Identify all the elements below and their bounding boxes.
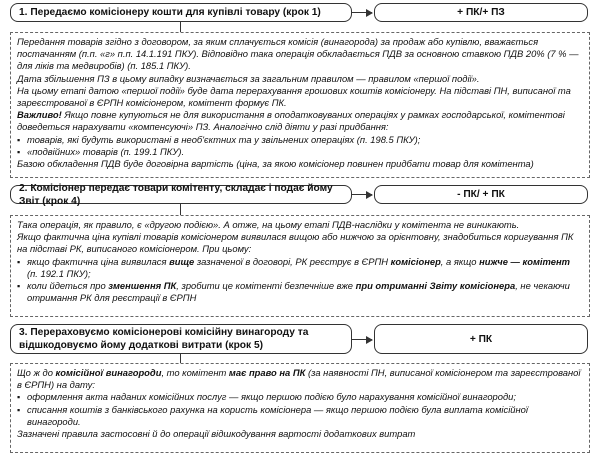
step2-bullet-1-text-c: зазначеної в договорі, РК реєструє в ЄРПН	[194, 255, 391, 267]
step2-bullet-2-text-a: коли йдеться про	[27, 280, 109, 292]
step3-para-1-bold-right: має право на ПК	[228, 367, 306, 378]
step3-para-1	[17, 367, 583, 391]
step3-arrow	[352, 339, 372, 340]
step1-para-2: Дата збільшення ПЗ в цьому випадку визначається за загальним правилом — правилом «першої події».	[17, 72, 480, 84]
step1-result: + ПК/+ ПЗ	[457, 7, 505, 18]
step2-bullet-1-text-e: , а якщо	[440, 255, 480, 267]
step2-connector	[180, 204, 181, 215]
step1-para-3: На цьому етапі датою «першої події» буде дата перерахування грошових коштів комісіонеру. На підставі ПН, виписаної та зареєстрованої в ЄРПН комісіонером, комітент формує ПК.	[17, 84, 571, 109]
step2-bullet-2-text-c: , зробити це комітенті безпечніше вже	[176, 280, 356, 292]
step1-bullet-1: ▪ товарів, які будуть використані в необ'єктних та у звільнених операціях (п. 198.5 ПКУ);	[17, 134, 583, 146]
step1-para-1: Передання товарів згідно з договором, за яким сплачується комісія (винагорода) за продаж або купівлю, вважається постачанням (п.п. «г» п.п. 14.1.191 ПКУ). Відповідно така операція обкладається ПДВ за основною ставкою ПДВ 20% (7 % — для ліків та медвиробів) (п. 185.1 ПКУ).	[17, 36, 579, 72]
step2-details	[10, 215, 590, 317]
step2-title: 2. Комісіонер передає товари комітенту, складає і подає йому Звіт (крок 4)	[19, 182, 333, 207]
step1-para-5: Базою обкладення ПДВ буде договірна вартість (ціна, за якою комісіонер повинен придбати товар для комітента)	[17, 158, 534, 170]
important-label: Важливо!	[17, 109, 62, 121]
step2-bullet-2-bold-report: при отриманні Звіту комісіонера	[355, 280, 516, 292]
step1-result-box	[374, 3, 588, 22]
step3-result-box	[374, 324, 588, 354]
step2-para-2: Якщо фактична ціна купівлі товарів комісіонером виявилася вищою або нижчою за орієнтовну, знадобиться коригування ПК на підставі РК, виписаного комісіонером. При цьому:	[17, 231, 574, 255]
step1-title-box	[10, 3, 352, 22]
step2-bullet-1-bold-lower: нижче — комітент	[479, 255, 570, 267]
step3-details	[10, 363, 590, 453]
step3-para-1-text-c: , то комітент	[161, 367, 229, 378]
step1-para-4-text: Якщо повне купуються не для використання в оподатковуваних операціях у рамках господарської, комітентові доведеться нарахувати «компенсуючі» ПЗ. Аналогічно слід діяти у разі придбання:	[17, 109, 565, 133]
step3-para-1-text-e: (за наявності ПН, виписаної комісіонером та зареєстрованої в ЄРПН) на дату:	[17, 367, 581, 391]
step2-arrow	[352, 194, 372, 195]
step2-para-1: Така операція, як правило, є «другою подією». А отже, на цьому етапі ПДВ-наслідки у комітента не виникають.	[17, 219, 520, 230]
step2-bullet-1-text-g: (п. 192.1 ПКУ);	[27, 267, 91, 279]
step1-para-4	[17, 109, 583, 133]
step1-bullet-2: ▪ «подвійних» товарів (п. 199.1 ПКУ).	[17, 146, 583, 158]
step3-connector	[180, 354, 181, 363]
step3-title-box	[10, 324, 352, 354]
step2-bullet-2	[17, 280, 583, 304]
step1-arrow	[352, 12, 372, 13]
step2-bullet-1-text-a: якщо фактична ціна виявилася	[27, 255, 170, 267]
step2-bullet-1-bold-higher: вище	[169, 255, 195, 267]
step3-result: + ПК	[469, 333, 493, 345]
step1-connector	[180, 22, 181, 32]
step2-bullet-2-bold-decrease: зменшення ПК	[108, 280, 177, 292]
step3-bullet-2: ▪ списання коштів з банківського рахунка на користь комісіонера — якщо першою подією була виплата комісійної винагороди.	[17, 404, 583, 428]
step2-result-box	[374, 185, 588, 204]
step3-title: 3. Перераховуємо комісіонерові комісійну винагороду та відшкодовуємо йому додаткові витрати (крок 5)	[19, 327, 309, 351]
step2-bullet-1-bold-commissioner: комісіонер	[390, 255, 441, 267]
step3-para-1-bold-reward: комісійної винагороди	[55, 367, 162, 378]
step1-details	[10, 32, 590, 178]
step2-bullet-2-text-e: , не чекаючи отримання РК для реєстрації в ЄРПН	[27, 280, 570, 304]
step1-title: 1. Передаємо комісіонеру кошти для купівлі товару (крок 1)	[19, 7, 321, 18]
step2-title-box	[10, 182, 352, 207]
step3-para-1-text-a: Що ж до	[17, 367, 56, 378]
step3-bullet-1: ▪ оформлення акта наданих комісійних послуг — якщо першою подією було нарахування комісійної винагороди;	[17, 391, 583, 403]
step2-bullet-1	[17, 256, 583, 280]
step2-result: - ПК/ + ПК	[457, 189, 505, 200]
step3-para-2: Зазначені правила застосовні й до операції відшкодування вартості додаткових витрат	[17, 428, 416, 440]
